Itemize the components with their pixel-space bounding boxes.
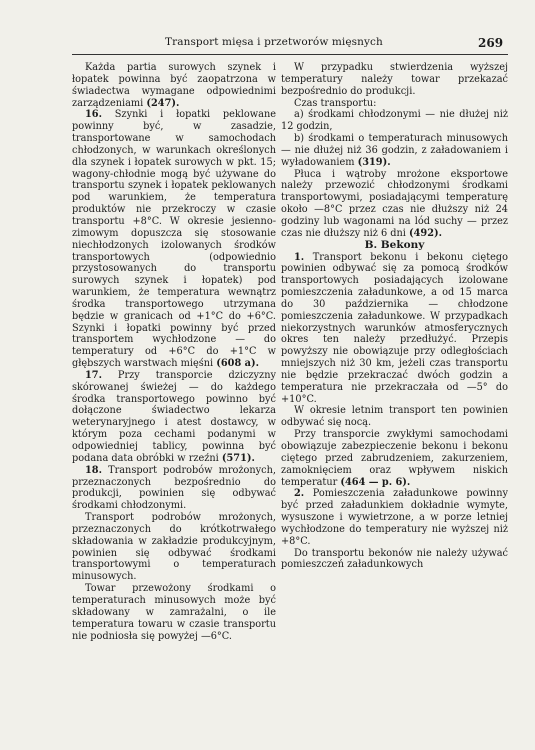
paragraph-text: Pomieszczenia załadunkowe powinny być przed załadunkiem dokładnie wymyte, wysuszone i wywietrzone, a w porze letniej wychłodzone do temperatury nie wyższej niż +8°C.: [281, 488, 508, 547]
paragraph-text: a) środkami chłodzonymi — nie dłużej niż 12 godzin,: [281, 109, 508, 133]
paragraph-number: 17.: [85, 369, 102, 381]
paragraph: [72, 62, 276, 109]
reference-number: (571).: [221, 452, 255, 464]
paragraph-text: Do transportu bekonów nie należy używać pomieszczeń załadunkowych: [281, 547, 508, 571]
reference-number: (464 — p. 6).: [340, 476, 411, 488]
paragraph: [72, 583, 276, 642]
paragraph: [72, 512, 276, 583]
paragraph-text: Przy transporcie zwykłymi samochodami obowiązuje zabezpieczenie bekonu i bekonu ciętego przed zabrudzeniem, zakurzeniem, zamoknięciem oraz wpływem niskich temperatur: [281, 429, 508, 488]
paragraph-text: Towar przewożony środkami o temperaturach minusowych może być składowany w zamrażalni, o ile temperatura towaru w czasie transportu nie podniosła się powyżej —6°C.: [72, 583, 276, 642]
paragraph-text: W okresie letnim transport ten powinien odbywać się nocą.: [281, 405, 508, 429]
running-title: Transport mięsa i przetworów mięsnych: [165, 36, 383, 48]
paragraph-text: Każda partia surowych szynek i łopatek powinna być zaopatrzona w świadectwa wymagane odpowiednimi zarządzeniami: [72, 62, 276, 109]
paragraph-text: Transport podrobów mrożonych, przeznaczonych do krótkotrwałego składowania w zakładzie produkcyjnym, powinien się odbywać środkami transportowymi o temperaturach minusowych.: [72, 512, 276, 583]
paragraph-number: 2.: [294, 488, 305, 500]
page-number: 269: [478, 36, 504, 50]
paragraph-number: 16.: [85, 109, 102, 121]
paragraph: [281, 405, 508, 429]
right-column-bottom: [281, 252, 508, 572]
paragraph-text: b) środkami o temperaturach minusowych — nie dłużej niż 36 godzin, z załadowaniem i wyładowaniem: [281, 133, 508, 168]
paragraph-text: Transport podrobów mrożonych, przeznaczonych bezpośrednio do produkcji, powinien się odbywać środkami chłodzonymi.: [72, 464, 276, 512]
page-header: [0, 0, 535, 60]
paragraph-number: 18.: [85, 464, 102, 476]
reference-number: (247).: [146, 97, 180, 109]
paragraph: [72, 370, 276, 465]
paragraph: [281, 169, 508, 240]
paragraph: [281, 548, 508, 572]
paragraph: [72, 465, 276, 512]
paragraph-text: Przy transporcie dziczyzny skórowanej świeżej — do każdego środka transportowego powinno być dołączone świadectwo lekarza weterynaryjnego i atest dostawcy, w którym poza cechami podanymi w odpowiedniej tablicy, powinna być podana data obróbki w rzeźni: [72, 369, 276, 464]
paragraph: [281, 133, 508, 169]
section-heading: B. Bekony: [364, 238, 425, 251]
reference-number: (319).: [357, 156, 391, 168]
reference-number: (492).: [409, 227, 443, 239]
paragraph: [281, 109, 508, 133]
left-column: [72, 62, 276, 642]
paragraph: [281, 252, 508, 406]
paragraph-text: Płuca i wątroby mrożone eksportowe należy przewozić chłodzonymi środkami transportowymi, posiadającymi temperaturę około —8°C przez czas nie dłuższy niż 24 godziny lub wagonami na lód suchy — przez czas nie dłuższy niż 6 dni: [281, 168, 508, 239]
paragraph-text: W przypadku stwierdzenia wyższej temperatury należy towar przekazać bezpośrednio do produkcji.: [281, 62, 508, 97]
reference-number: (608 a).: [216, 358, 259, 370]
paragraph-text: Transport bekonu i bekonu ciętego powinien odbywać się za pomocą środków transportowych posiadających izolowane pomieszczenia załadunkowe, a od 15 marca do 30 października — chłodzone pomieszczenia załadunkowe. W przypadkach niekorzystnych warunków atmosferycznych okres ten należy przedłużyć. Przepis powyższy nie obowiązuje przy odległościach mniejszych niż 30 km, jeżeli czas transportu nie będzie przekraczać dwóch godzin a temperatura nie przekraczała od —5° do +10°C.: [281, 251, 508, 405]
right-column-top: [281, 62, 508, 240]
header-rule: [72, 54, 508, 55]
paragraph: [281, 98, 508, 110]
paragraph: [281, 62, 508, 98]
paragraph: [281, 429, 508, 488]
paragraph: [281, 488, 508, 547]
paragraph-text: Czas transportu:: [294, 97, 377, 109]
paragraph: [72, 109, 276, 370]
right-column: [281, 62, 508, 571]
paragraph-text: Szynki i łopatki peklowane powinny być, w zasadzie, transportowane w samochodach chłodzonych, w warunkach określonych dla szynek i łopatek surowych w pkt. 15; wagony-chłodnie mogą być używane do transportu szynek i łopatek peklowanych pod warunkiem, że temperatura produktów nie przekroczy w czasie transportu +8°C. W okresie jesienno-zimowym dopuszcza się stosowanie niechłodzonych izolowanych środków transportowych (odpowiednio przystosowanych do transportu surowych szynek i łopatek) pod warunkiem, że temperatura wewnątrz środka transportowego utrzymana będzie w granicach od +1°C do +6°C. Szynki i łopatki powinny być przed transportem wychłodzone — do temperatury od +6°C do +1°C w głębszych warstwach mięśni: [72, 109, 276, 370]
paragraph-number: 1.: [294, 251, 305, 263]
